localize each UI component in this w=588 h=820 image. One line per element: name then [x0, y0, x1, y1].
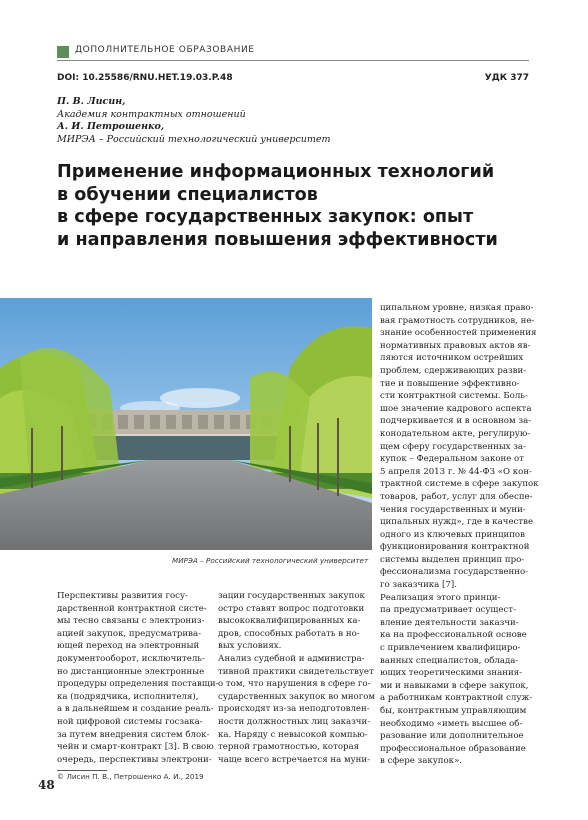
author-affiliation: Академия контрактных отношений [57, 108, 246, 120]
text-line: Реализация этого принци- [380, 592, 501, 603]
section-title: ДОПОЛНИТЕЛЬНОЕ ОБРАЗОВАНИЕ [75, 45, 255, 55]
text-line: вых условиях. [218, 641, 282, 652]
text-column-1 [57, 590, 219, 766]
text-line: чаще всего встречается на муни- [218, 754, 371, 765]
text-line: разование или дополнительное [380, 731, 524, 742]
text-column-3 [380, 302, 539, 768]
text-line: сти контрактной системы. Боль- [380, 391, 528, 402]
text-line: дров, способных работать в но- [218, 628, 360, 639]
text-line: чения государственных и муни- [380, 504, 526, 515]
text-column-2 [218, 590, 375, 766]
text-line: фессионализма государственно- [380, 567, 529, 578]
text-line: ка (подрядчика, исполнителя), [57, 691, 199, 702]
text-line: трактной системе в сфере закупок [380, 479, 539, 490]
text-line: Анализ судебной и администра- [218, 653, 365, 664]
text-line: вление деятельности заказчи- [380, 617, 519, 628]
text-line: документооборот, исключитель- [57, 653, 205, 664]
text-line: профессиональное образование [380, 743, 526, 754]
text-line: ципальном уровне, низкая право- [380, 303, 534, 313]
footnote-rule [57, 770, 107, 771]
text-line: тивной практики свидетельствует [218, 666, 374, 677]
section-marker-icon [57, 46, 69, 58]
doi: DOI: 10.25586/RNU.HET.19.03.P.48 [57, 73, 233, 83]
campus-photo-illustration [0, 298, 372, 550]
title-line: и направления повышения эффективности [57, 229, 498, 250]
text-line: шое значение кадрового аспекта [380, 403, 532, 414]
text-line: ка на профессиональной основе [380, 630, 527, 641]
text-line: ющих теоретическими знания- [380, 668, 523, 679]
text-line: щем сферу государственных за- [380, 441, 526, 452]
text-line: нормативных правовых актов яв- [380, 340, 531, 351]
text-line: необходимо «иметь высшее об- [380, 718, 523, 729]
photo-caption: МИРЭА – Российский технологический университет [172, 556, 369, 565]
text-line: сударственных закупок во многом [218, 691, 376, 702]
text-line: чейн и смарт-контракт [3]. В свою [57, 742, 214, 753]
author-name: А. И. Петрошенко, [57, 121, 165, 132]
text-line: с привлечением квалифициро- [380, 643, 521, 654]
udk: УДК 377 [484, 73, 529, 83]
text-line: а в дальнейшем и создание реаль- [57, 704, 214, 715]
text-line: одного из ключевых принципов [380, 529, 525, 540]
text-line: Перспективы развития госу- [57, 591, 188, 601]
text-line: ной цифровой системы госзака- [57, 716, 203, 727]
section-header [57, 44, 529, 60]
text-line: ющей переход на электронный [57, 641, 200, 652]
title-line: в обучении специалистов [57, 184, 318, 205]
text-line: а работникам контрактной служ- [380, 693, 533, 704]
text-line: в сфере закупок». [380, 756, 463, 767]
text-line: ности должностных лиц заказчи- [218, 716, 371, 727]
copyright: © Лисин П. В., Петрошенко А. И., 2019 [57, 772, 204, 781]
author-affiliation: МИРЭА – Российский технологический университет [57, 133, 331, 145]
text-line: функционирования контрактной [380, 542, 530, 553]
text-line: го заказчика [7]. [380, 580, 457, 591]
text-line: очередь, перспективы электрони- [57, 754, 212, 765]
text-line: па предусматривает осущест- [380, 605, 516, 616]
campus-photo [0, 298, 372, 550]
text-line: ванных специалистов, облада- [380, 655, 519, 666]
text-line: тие и повышение эффективно- [380, 378, 520, 389]
text-line: происходят из-за неподготовлен- [218, 704, 370, 715]
text-line: подчеркивается и в основном за- [380, 416, 532, 427]
text-line: ми и навыками в сфере закупок, [380, 680, 529, 691]
text-line: товаров, работ, услуг для обеспе- [380, 491, 533, 502]
page-number: 48 [38, 778, 55, 792]
text-line: дарственной контрактной систе- [57, 603, 207, 614]
text-line: процедуры определения поставщи- [57, 679, 219, 690]
authors-block [57, 96, 331, 146]
text-line: 5 апреля 2013 г. № 44-ФЗ «О кон- [380, 466, 532, 477]
text-line: системы выделен принцип про- [380, 554, 525, 565]
title-line: в сфере государственных закупок: опыт [57, 207, 474, 227]
author-name: П. В. Лисин, [57, 96, 126, 107]
text-line: ацией закупок, предусматрива- [57, 628, 202, 639]
text-line: вая грамотность сотрудников, не- [380, 315, 535, 326]
text-line: ципальных нужд», где в качестве [380, 517, 534, 528]
text-line: конодательном акте, регулирую- [380, 428, 531, 439]
article-title [57, 161, 537, 251]
title-line: Применение информационных технологий [57, 162, 495, 182]
text-line: ка. Наряду с невысокой компью- [218, 729, 368, 740]
text-line: ляются источником острейших [380, 353, 524, 364]
text-line: за путем внедрения систем блок- [57, 729, 210, 740]
text-line: терной грамотностью, которая [218, 742, 360, 753]
header-divider [57, 60, 529, 61]
text-line: бы, контрактным управляющим [380, 706, 527, 716]
text-line: но дистанционные электронные [57, 666, 205, 677]
text-line: проблем, сдерживающих разви- [380, 365, 527, 376]
text-line: купок – Федеральном законе от [380, 454, 524, 465]
text-line: о том, что нарушения в сфере го- [218, 679, 371, 690]
text-line: знание особенностей применения [380, 328, 537, 339]
text-line: зации государственных закупок [218, 591, 365, 601]
text-line: мы тесно связаны с электрониз- [57, 616, 205, 627]
text-line: высококвалифицированных ка- [218, 616, 361, 627]
text-line: остро ставят вопрос подготовки [218, 603, 365, 614]
